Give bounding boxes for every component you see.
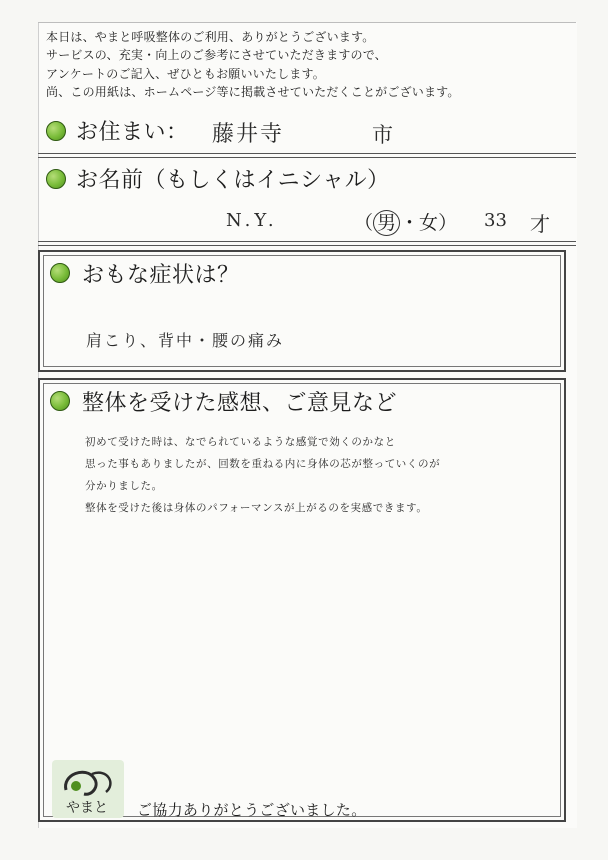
divider (38, 153, 576, 158)
intro-line-4: 尚、この用紙は、ホームページ等に掲載させていただくことがございます。 (46, 84, 460, 99)
comment-line: 思った事もありましたが、回数を重ねる内に身体の芯が整っていくのが (85, 458, 441, 470)
age-value: 33 (484, 210, 507, 231)
intro-line-2: サービスの、充実・向上のご参考にさせていただきますので、 (46, 48, 387, 63)
symptoms-value: 肩こり、背中・腰の痛み (86, 331, 285, 350)
name-label: お名前（もしくはイニシャル） (76, 168, 390, 193)
gender-female: 女 (419, 212, 439, 234)
logo-text: やまと (66, 800, 108, 816)
gender-male-circled: 男 (373, 210, 400, 236)
comment-line: 分かりました。 (85, 480, 163, 492)
symptoms-label: おもな症状は？ (82, 263, 240, 288)
yamato-logo (52, 760, 124, 818)
gender-selector (354, 208, 457, 236)
paren-open: （ (354, 212, 374, 234)
impressions-label: 整体を受けた感想、ご意見など (82, 391, 398, 416)
thanks-message: ご協力ありがとうございました。 (137, 801, 367, 819)
impressions-comment (85, 431, 565, 519)
age-unit: 才 (530, 212, 550, 236)
intro-line-1: 本日は、やまと呼吸整体のご利用、ありがとうございます。 (46, 30, 375, 44)
address-suffix: 市 (372, 123, 393, 147)
comment-line: 整体を受けた後は身体のパフォーマンスが上がるのを実感できます。 (85, 502, 428, 514)
top-rule (38, 22, 576, 23)
divider (38, 241, 576, 246)
gender-dot: ・ (400, 212, 420, 234)
bullet-icon (50, 263, 70, 283)
intro-line-3: アンケートのご記入、ぜひともお願いいたします。 (46, 66, 325, 81)
intro-text (46, 28, 574, 101)
address-label: お住まい： (76, 120, 189, 145)
comment-line: 初めて受けた時は、なでられているような感覚で効くのかなと (85, 436, 396, 448)
paren-close: ） (438, 212, 458, 234)
address-value: 藤井寺 (212, 122, 285, 147)
bullet-icon (46, 121, 66, 141)
bullet-icon (50, 391, 70, 411)
logo-icon (52, 760, 124, 818)
name-value: N.Y. (226, 210, 278, 231)
bullet-icon (46, 169, 66, 189)
